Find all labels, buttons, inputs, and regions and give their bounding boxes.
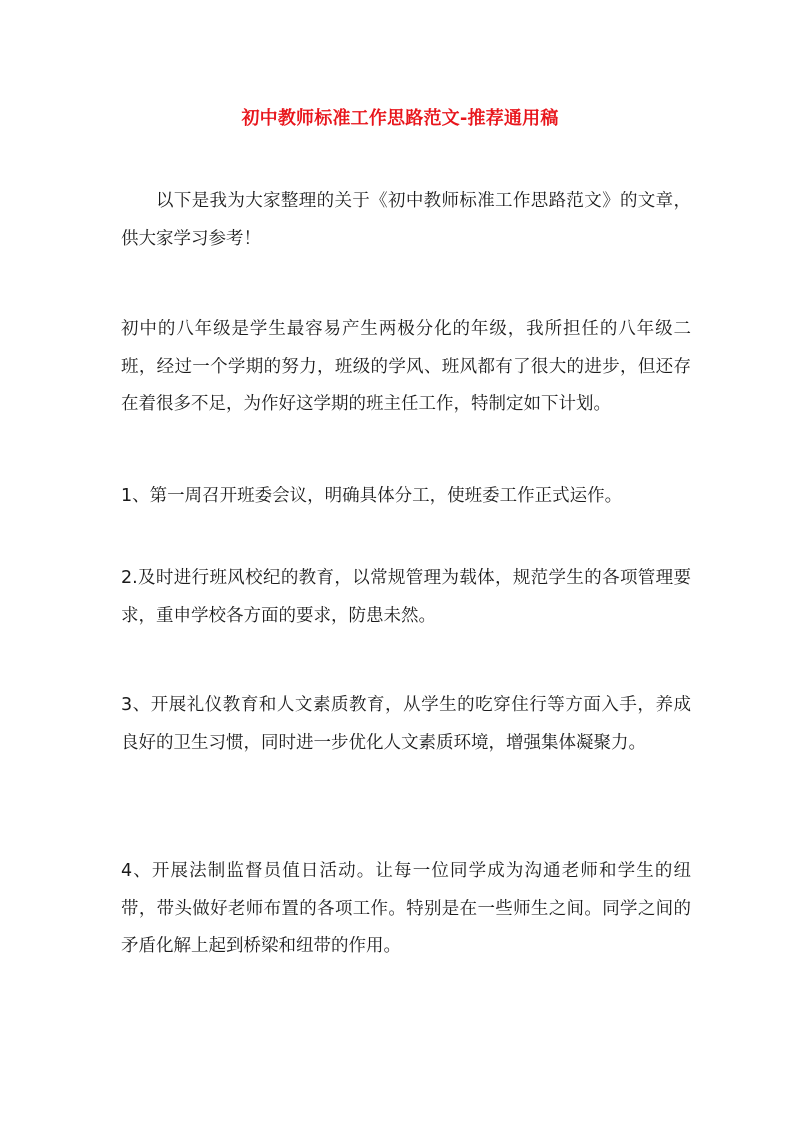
body-paragraph: 初中的八年级是学生最容易产生两极分化的年级，我所担任的八年级二班，经过一个学期的努力，班级的学风、班风都有了很大的进步，但还存在着很多不足，为作好这学期的班主任工作，特制定如下计划。: [121, 319, 691, 414]
document-title: 初中教师标准工作思路范文-推荐通用稿: [241, 108, 559, 129]
list-item-3: 3、开展礼仪教育和人文素质教育，从学生的吃穿住行等方面入手，养成良好的卫生习惯，同时进一步优化人文素质环境，增强集体凝聚力。: [121, 695, 691, 753]
list-item-2: 2.及时进行班风校纪的教育，以常规管理为载体，规范学生的各项管理要求，重申学校各方面的要求，防患未然。: [121, 568, 691, 626]
list-item-4: 4、开展法制监督员值日活动。让每一位同学成为沟通老师和学生的纽带，带头做好老师布置的各项工作。特别是在一些师生之间。同学之间的矛盾化解上起到桥梁和纽带的作用。: [121, 861, 691, 956]
intro-paragraph: 以下是我为大家整理的关于《初中教师标准工作思路范文》的文章，供大家学习参考！: [121, 191, 691, 249]
list-item-1: 1、第一周召开班委会议，明确具体分工，使班委工作正式运作。: [121, 486, 623, 506]
